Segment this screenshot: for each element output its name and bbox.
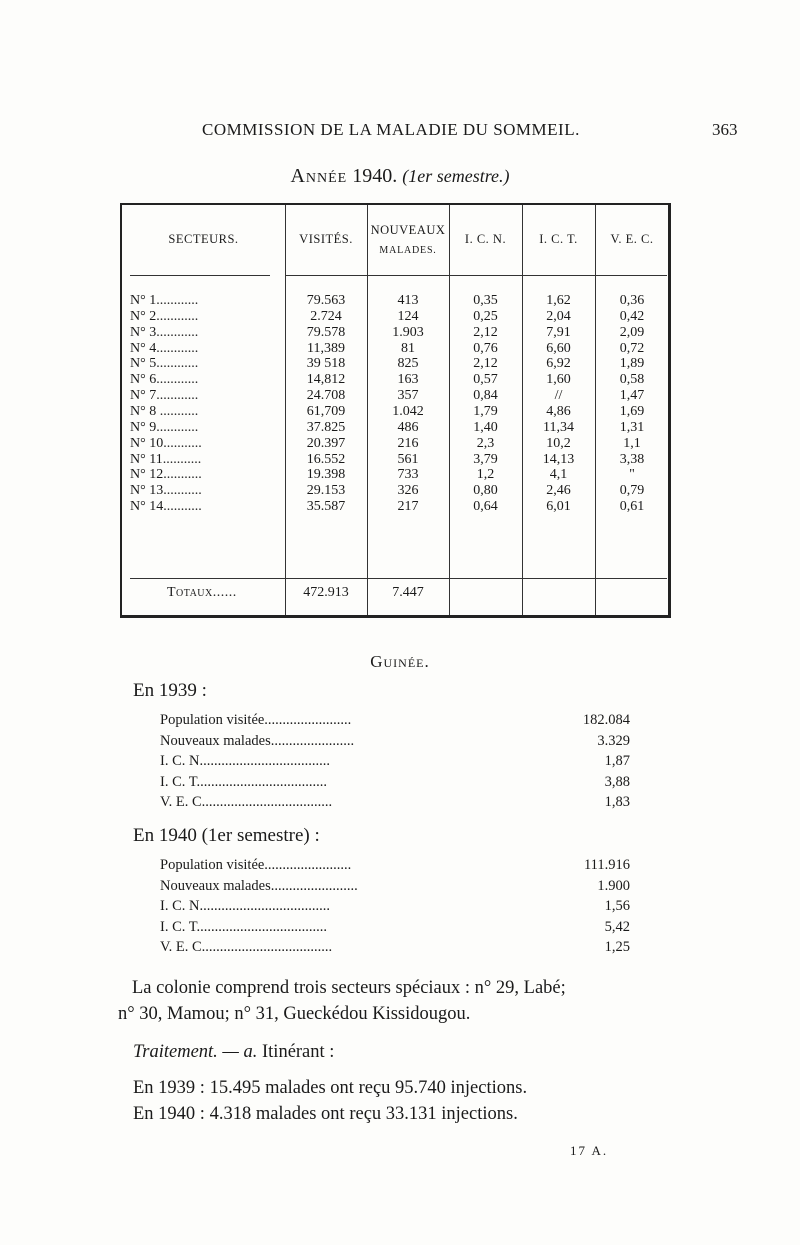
cell-ict: 4,1 xyxy=(549,467,568,483)
cell-vec: 1,89 xyxy=(619,356,645,372)
cell-vec: 0,42 xyxy=(619,308,645,324)
cell-ict: 4,86 xyxy=(546,403,571,419)
cell-sector: N° 4............ xyxy=(130,340,199,356)
cell-ict: 11,34 xyxy=(543,419,574,435)
cell-vec: 0,72 xyxy=(619,340,645,356)
page-number: 363 xyxy=(712,120,738,139)
cell-visits: 19.398 xyxy=(306,467,346,483)
cell-vec: 2,09 xyxy=(619,324,645,340)
year-1940-heading: En 1940 (1er semestre) : xyxy=(133,825,320,846)
stat-row xyxy=(160,751,630,772)
stat-row xyxy=(160,937,630,958)
cell-vec: 0,58 xyxy=(619,372,645,388)
cell-ict: 1,60 xyxy=(546,372,571,388)
table-row xyxy=(122,420,673,436)
header-new-line2: MALADES. xyxy=(379,245,437,256)
cell-icn: 0,80 xyxy=(473,483,498,499)
cell-icn: 3,79 xyxy=(473,451,498,467)
stat-value: 1,83 xyxy=(604,794,630,810)
cell-vec: 1,31 xyxy=(619,419,645,435)
cell-ict: 1,62 xyxy=(546,293,571,308)
sectors-table xyxy=(120,203,671,618)
stat-label: Nouveaux malades........................ xyxy=(160,877,358,894)
header-visits: VISITÉS. xyxy=(299,232,353,246)
cell-icn: 1,40 xyxy=(473,419,498,435)
cell-visits: 37.825 xyxy=(306,419,346,435)
cell-sector: N° 9............ xyxy=(130,419,199,435)
stat-label: I. C. N.................................... xyxy=(160,753,330,769)
cell-new: 326 xyxy=(397,483,419,499)
paragraph-line: La colonie comprend trois secteurs spéciaux : n° 29, Labé; xyxy=(132,978,566,998)
stat-row xyxy=(160,855,630,876)
cell-vec: 0,61 xyxy=(619,499,645,515)
paragraph-line: n° 30, Mamou; n° 31, Gueckédou Kissidougou. xyxy=(118,1004,471,1024)
cell-icn: 2,12 xyxy=(473,324,498,340)
table-row xyxy=(122,325,673,341)
cell-sector: N° 2............ xyxy=(130,308,199,324)
totals-label: Totaux...... xyxy=(167,585,237,600)
table-row xyxy=(122,404,673,420)
cell-visits: 79.563 xyxy=(306,293,346,308)
cell-vec: 3,38 xyxy=(619,451,645,467)
cell-sector: N° 1............ xyxy=(130,293,199,308)
table-row xyxy=(122,341,673,357)
cell-vec: 1,1 xyxy=(623,435,641,451)
cell-vec: 0,36 xyxy=(619,293,645,308)
stat-row xyxy=(160,917,630,938)
cell-vec: 1,69 xyxy=(619,403,645,419)
stat-row xyxy=(160,710,630,731)
table-row xyxy=(122,293,673,309)
cell-visits: 61,709 xyxy=(306,403,346,419)
cell-new: 733 xyxy=(397,467,419,483)
header-vec: V. E. C. xyxy=(610,232,654,246)
table-row xyxy=(122,499,673,515)
totals-row xyxy=(122,585,673,601)
stat-value: 5,42 xyxy=(604,918,630,935)
table-row xyxy=(122,356,673,372)
cell-new: 486 xyxy=(397,419,419,435)
stat-value: 3,88 xyxy=(604,773,630,790)
colony-paragraph xyxy=(118,975,688,1027)
cell-new: 357 xyxy=(397,388,419,404)
stat-row xyxy=(160,792,630,813)
year-value: 1940. xyxy=(352,165,398,187)
cell-new: 81 xyxy=(401,340,415,356)
table-row xyxy=(122,436,673,452)
stat-label: V. E. C.................................... xyxy=(160,939,333,955)
totals-rule xyxy=(130,578,667,579)
cell-vec: 1,47 xyxy=(619,388,645,404)
treatment-1940: En 1940 : 4.318 malades ont reçu 33.131 injections. xyxy=(133,1104,518,1124)
cell-new: 561 xyxy=(397,451,419,467)
treatment-title: Traitement. — a. xyxy=(133,1042,258,1062)
cell-ict: // xyxy=(554,388,563,404)
cell-new: 216 xyxy=(397,435,419,451)
cell-vec: 0,79 xyxy=(619,483,645,499)
cell-new: 1.903 xyxy=(392,324,424,340)
stat-row xyxy=(160,876,630,897)
cell-icn: 1,79 xyxy=(473,403,498,419)
stat-value: 182.084 xyxy=(582,712,630,728)
treatment-heading xyxy=(133,1042,334,1063)
semester-label: (1er semestre.) xyxy=(402,166,510,186)
header-ict: I. C. T. xyxy=(539,232,578,246)
cell-new: 1.042 xyxy=(392,403,424,419)
cell-icn: 1,2 xyxy=(476,467,495,483)
stat-label: I. C. N.................................... xyxy=(160,898,330,914)
stat-label: Population visitée........................ xyxy=(160,857,352,873)
stat-value: 3.329 xyxy=(597,732,630,749)
header-icn: I. C. N. xyxy=(464,232,507,246)
cell-visits: 16.552 xyxy=(306,451,346,467)
cell-icn: 2,12 xyxy=(473,356,498,372)
header-sectors: SECTEURS. xyxy=(168,232,239,246)
cell-icn: 0,76 xyxy=(473,340,498,356)
stat-label: I. C. T.................................... xyxy=(160,773,328,790)
cell-sector: N° 5............ xyxy=(130,356,199,372)
cell-sector: N° 13........... xyxy=(130,483,202,499)
cell-visits: 24.708 xyxy=(306,388,346,404)
stat-label: I. C. T.................................... xyxy=(160,918,328,935)
cell-icn: 0,25 xyxy=(473,308,498,324)
section-title: Guinée. xyxy=(370,652,430,671)
cell-ict: 7,91 xyxy=(546,324,571,340)
cell-new: 124 xyxy=(397,308,419,324)
stat-value: 1,87 xyxy=(604,753,630,769)
stat-value: 1,56 xyxy=(604,898,630,914)
year-1939-heading: En 1939 : xyxy=(133,680,207,701)
signature-mark: 17 A. xyxy=(570,1143,609,1158)
totals-visits: 472.913 xyxy=(303,585,349,600)
stat-row xyxy=(160,772,630,793)
cell-ict: 14,13 xyxy=(542,451,575,467)
header-new-line1: NOUVEAUX xyxy=(370,223,446,237)
table-row xyxy=(122,388,673,404)
cell-icn: 0,84 xyxy=(473,388,498,404)
cell-new: 217 xyxy=(397,499,419,515)
cell-visits: 14,812 xyxy=(306,372,346,388)
cell-sector: N° 14........... xyxy=(130,499,202,515)
cell-icn: 0,35 xyxy=(473,293,498,308)
stat-label: Population visitée........................ xyxy=(160,712,352,728)
cell-vec: " xyxy=(629,467,635,483)
cell-sector: N° 7............ xyxy=(130,388,199,404)
cell-ict: 2,04 xyxy=(546,308,571,324)
cell-visits: 79.578 xyxy=(306,324,346,340)
cell-visits: 35.587 xyxy=(306,499,346,515)
table-row xyxy=(122,372,673,388)
stat-row xyxy=(160,896,630,917)
cell-new: 413 xyxy=(397,293,419,308)
cell-ict: 6,01 xyxy=(546,499,571,515)
cell-visits: 2.724 xyxy=(310,308,342,324)
cell-ict: 2,46 xyxy=(546,483,571,499)
cell-icn: 2,3 xyxy=(476,435,495,451)
cell-icn: 0,64 xyxy=(473,499,498,515)
cell-sector: N° 6............ xyxy=(130,372,199,388)
table-row xyxy=(122,452,673,468)
header-rule xyxy=(285,275,667,276)
running-header: COMMISSION DE LA MALADIE DU SOMMEIL. xyxy=(202,120,580,139)
treatment-1939: En 1939 : 15.495 malades ont reçu 95.740 injections. xyxy=(133,1078,528,1098)
cell-visits: 39 518 xyxy=(306,356,346,372)
stat-value: 1,25 xyxy=(604,939,630,955)
stat-value: 111.916 xyxy=(583,857,630,873)
cell-visits: 20.397 xyxy=(306,435,346,451)
cell-icn: 0,57 xyxy=(473,372,498,388)
table-row xyxy=(122,483,673,499)
cell-ict: 6,92 xyxy=(546,356,571,372)
totals-new: 7.447 xyxy=(392,585,424,600)
cell-visits: 29.153 xyxy=(306,483,346,499)
cell-sector: N° 11........... xyxy=(130,451,202,467)
table-title xyxy=(0,165,800,188)
stat-row xyxy=(160,731,630,752)
treatment-subtitle: Itinérant : xyxy=(262,1042,335,1062)
stat-label: V. E. C.................................... xyxy=(160,794,333,810)
cell-new: 825 xyxy=(397,356,419,372)
stat-value: 1.900 xyxy=(597,877,630,894)
table-row xyxy=(122,467,673,483)
cell-sector: N° 12........... xyxy=(130,467,202,483)
year-prefix: Année xyxy=(290,165,348,187)
cell-visits: 11,389 xyxy=(307,340,345,356)
header-rule xyxy=(130,275,270,276)
stat-label: Nouveaux malades....................... xyxy=(160,732,355,749)
cell-sector: N° 8 ........... xyxy=(130,403,199,419)
cell-sector: N° 3............ xyxy=(130,324,199,340)
cell-ict: 6,60 xyxy=(546,340,571,356)
cell-ict: 10,2 xyxy=(546,435,571,451)
cell-new: 163 xyxy=(397,372,419,388)
table-row xyxy=(122,309,673,325)
cell-sector: N° 10........... xyxy=(130,435,202,451)
